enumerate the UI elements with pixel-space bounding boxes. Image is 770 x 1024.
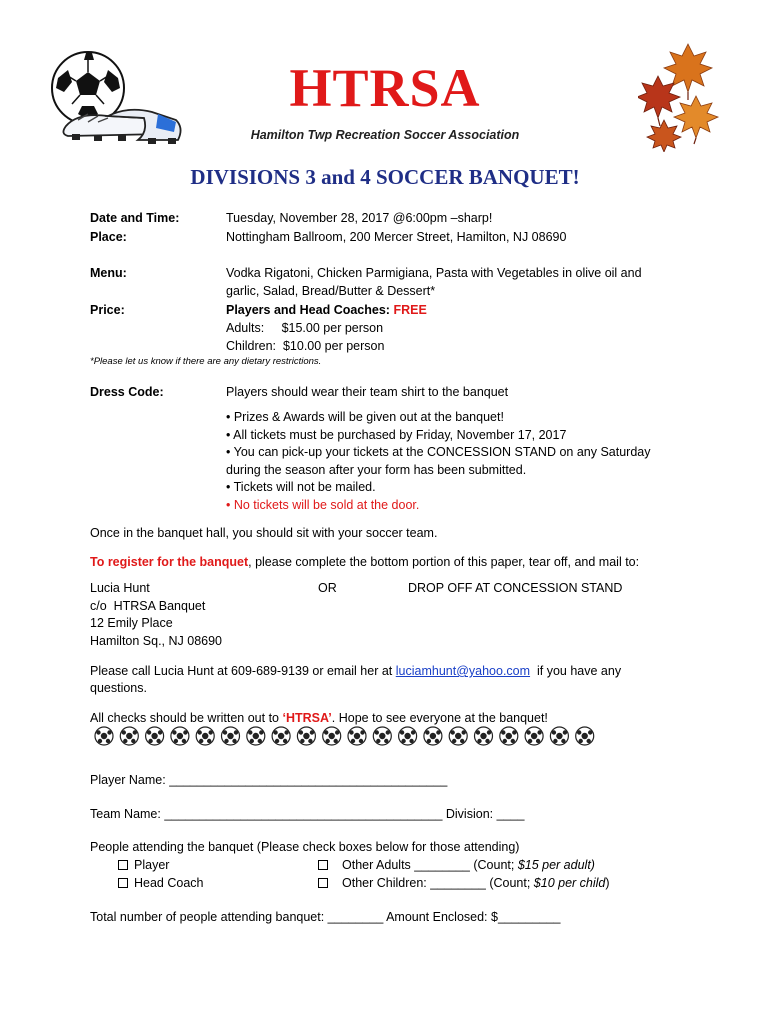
mini-soccer-ball-icon xyxy=(272,727,290,745)
mini-soccer-ball-icon xyxy=(120,727,138,745)
contact-prefix: Please call Lucia Hunt at 609-689-9139 or email her at xyxy=(90,664,396,678)
bullet-not-mailed: • Tickets will not be mailed. xyxy=(226,480,376,494)
option-other-children-end: ) xyxy=(605,876,610,890)
option-other-children-price: $10 per child xyxy=(533,876,606,890)
option-head-coach[interactable] xyxy=(118,874,204,892)
option-player[interactable] xyxy=(118,856,169,874)
address-line-1: Lucia Hunt xyxy=(90,581,150,595)
option-player-label: Player xyxy=(134,858,170,872)
address-line-4: Hamilton Sq., NJ 08690 xyxy=(90,634,223,648)
mini-soccer-ball-icon xyxy=(449,727,467,745)
mini-soccer-ball-icon xyxy=(196,727,214,745)
mini-soccer-ball-icon xyxy=(500,727,518,745)
contact-line xyxy=(90,662,621,680)
dress-code-value: Players should wear their team shirt to the banquet xyxy=(226,385,509,399)
checks-payee: ‘HTRSA’ xyxy=(282,711,332,725)
price-children: Children: $10.00 per person xyxy=(226,339,385,353)
checkbox-icon[interactable] xyxy=(118,860,128,870)
mini-soccer-ball-icon xyxy=(323,727,341,745)
place-value: Nottingham Ballroom, 200 Mercer Street, Hamilton, NJ 08690 xyxy=(226,230,567,244)
organization-subtitle: Hamilton Twp Recreation Soccer Association xyxy=(250,128,520,142)
contact-line-2: questions. xyxy=(90,681,147,695)
menu-line-1: Vodka Rigatoni, Chicken Parmigiana, Pasta with Vegetables in olive oil and xyxy=(226,266,642,280)
mini-soccer-ball-icon xyxy=(550,727,568,745)
dress-code-label: Dress Code: xyxy=(90,385,164,399)
option-other-adults-price: $15 per adult) xyxy=(517,858,595,872)
price-adults: Adults: $15.00 per person xyxy=(226,321,384,335)
menu-line-2: garlic, Salad, Bread/Butter & Dessert* xyxy=(226,284,436,298)
mini-soccer-ball-icon xyxy=(95,727,113,745)
dietary-note: *Please let us know if there are any dietary restrictions. xyxy=(90,356,322,367)
checks-suffix: . Hope to see everyone at the banquet! xyxy=(331,711,548,725)
bullet-pickup-cont: during the season after your form has been submitted. xyxy=(226,463,527,477)
register-highlight: To register for the banquet xyxy=(90,555,249,569)
checks-prefix: All checks should be written out to xyxy=(90,711,283,725)
menu-label: Menu: xyxy=(90,266,127,280)
mini-soccer-ball-icon xyxy=(146,727,164,745)
total-line[interactable]: Total number of people attending banquet: ________ Amount Enclosed: $_________ xyxy=(90,910,561,924)
mini-soccer-ball-icon xyxy=(247,727,265,745)
option-head-coach-label: Head Coach xyxy=(134,876,204,890)
date-value: Tuesday, November 28, 2017 @6:00pm –sharp! xyxy=(226,211,493,225)
page-title: HTRSA xyxy=(289,58,481,118)
mini-soccer-ball-icon xyxy=(171,727,189,745)
email-link[interactable]: luciamhunt@yahoo.com xyxy=(395,664,531,678)
price-label: Price: xyxy=(90,303,125,317)
mini-soccer-ball-icon xyxy=(222,727,240,745)
option-other-adults-label: Other Adults ________ (Count; xyxy=(342,858,518,872)
register-rest: , please complete the bottom portion of this paper, tear off, and mail to: xyxy=(248,555,640,569)
place-label: Place: xyxy=(90,230,127,244)
mini-soccer-ball-icon xyxy=(399,727,417,745)
checkbox-icon[interactable] xyxy=(118,878,128,888)
price-players-label: Players and Head Coaches xyxy=(226,303,386,317)
bullet-no-door-sales: • No tickets will be sold at the door. xyxy=(226,498,420,512)
bullet-purchase-deadline: • All tickets must be purchased by Friday, November 17, 2017 xyxy=(226,428,567,442)
team-name-field[interactable]: Team Name: ________________________________________ Division: ____ xyxy=(90,807,525,821)
bullet-pickup: • You can pick-up your tickets at the CONCESSION STAND on any Saturday xyxy=(226,445,651,459)
mini-soccer-ball-icon xyxy=(348,727,366,745)
price-players-value: FREE xyxy=(393,303,427,317)
address-line-3: 12 Emily Place xyxy=(90,616,173,630)
mini-soccer-ball-icon xyxy=(475,727,493,745)
checkbox-icon[interactable] xyxy=(318,860,328,870)
mini-soccer-ball-icon xyxy=(424,727,442,745)
dropoff-text: DROP OFF AT CONCESSION STAND xyxy=(408,581,623,595)
attending-intro: People attending the banquet (Please check boxes below for those attending) xyxy=(90,840,520,854)
soccer-ball-row xyxy=(94,725,604,747)
contact-suffix: if you have any xyxy=(530,664,622,678)
checkbox-icon[interactable] xyxy=(318,878,328,888)
event-banner: DIVISIONS 3 and 4 SOCCER BANQUET! xyxy=(190,165,580,189)
price-players-separator: : xyxy=(385,303,390,317)
option-other-adults[interactable] xyxy=(318,856,595,874)
option-other-children-label: Other Children: ________ (Count; xyxy=(342,876,534,890)
player-name-field[interactable]: Player Name: ________________________________________ xyxy=(90,773,448,787)
bullet-prizes: • Prizes & Awards will be given out at the banquet! xyxy=(226,410,504,424)
mini-soccer-ball-icon xyxy=(373,727,391,745)
price-players xyxy=(226,301,427,319)
mini-soccer-ball-icon xyxy=(525,727,543,745)
option-other-children[interactable] xyxy=(318,874,610,892)
date-label: Date and Time: xyxy=(90,211,180,225)
seating-note: Once in the banquet hall, you should sit with your soccer team. xyxy=(90,526,438,540)
mini-soccer-ball-icon xyxy=(297,727,315,745)
address-line-2: c/o HTRSA Banquet xyxy=(90,599,206,613)
register-instructions xyxy=(90,553,639,571)
or-text: OR xyxy=(318,581,337,595)
mini-soccer-ball-icon xyxy=(576,727,594,745)
